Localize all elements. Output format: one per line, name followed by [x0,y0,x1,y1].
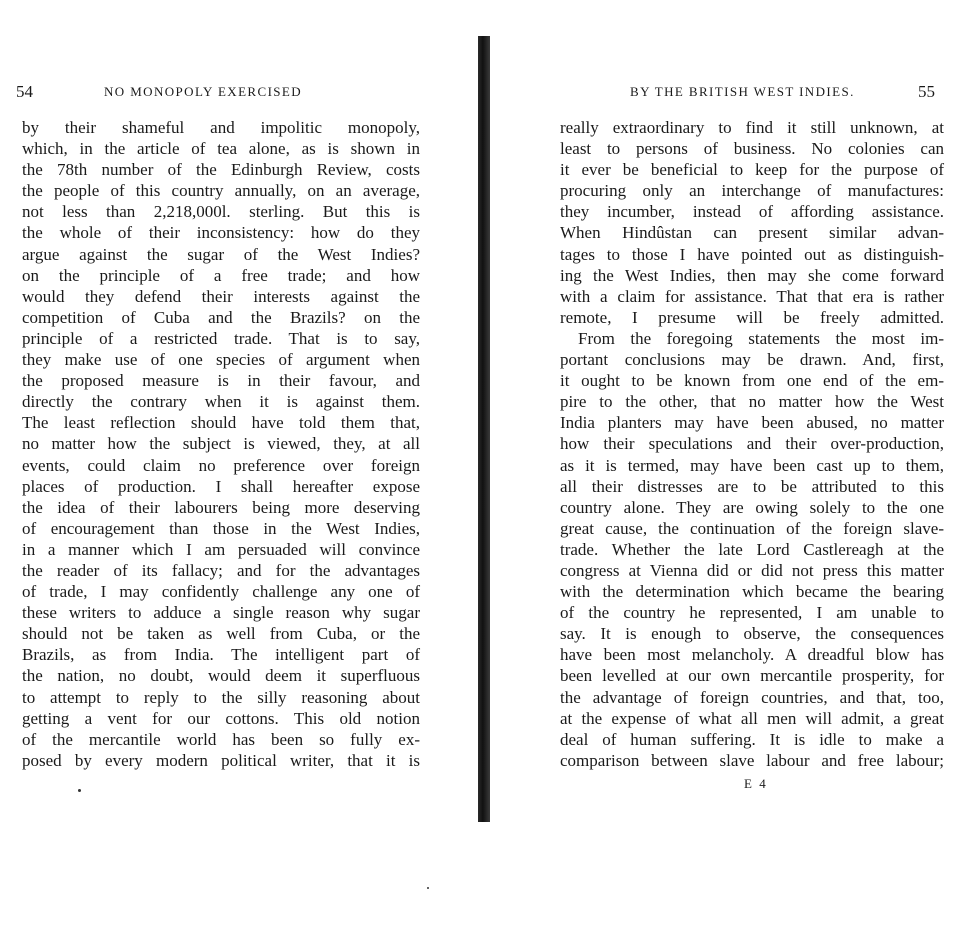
text-line: the idea of their labourers being more deserving [22,497,420,517]
text-line: places of production. I shall hereafter expose [22,476,420,496]
text-line: remote, I presume will be freely admitted. [560,307,944,327]
text-line: the 78th number of the Edinburgh Review, costs [22,160,420,180]
text-line: as it is termed, may have been cast up to them, [560,455,944,475]
text-line: not less than 2,218,000l. sterling. But this is [22,202,420,222]
text-line: India planters may have been abused, no matter [560,413,944,433]
text-line: would they defend their interests against the [22,286,420,306]
text-line: deal of human suffering. It is idle to make a [560,729,944,749]
text-line: of trade, I may confidently challenge any one of [22,582,420,602]
text-line: From the foregoing statements the most im- [578,328,944,348]
text-line: been levelled at our own mercantile prosperity, for [560,666,944,686]
text-line: of the mercantile world has been so fully ex- [22,729,420,749]
text-line: of encouragement than those in the West Indies, [22,518,420,538]
text-line: pire to the other, that no matter how the West [560,392,944,412]
text-line: to attempt to reply to the silly reasoning about [22,687,420,707]
book-gutter [478,36,490,822]
text-line: how their speculations and their over-production, [560,434,944,454]
text-line: the whole of their inconsistency: how do they [22,223,420,243]
text-line: procuring only an interchange of manufactures: [560,181,944,201]
ink-speck [78,789,81,792]
left-running-head: NO MONOPOLY EXERCISED [104,84,303,99]
text-line: have been most melancholy. A dreadful blow has [560,645,944,665]
text-line: no matter how the subject is viewed, they, at all [22,434,420,454]
signature-mark: E 4 [744,776,768,791]
text-line: all their distresses are to be attributed to this [560,476,944,496]
text-line: directly the contrary when it is against them. [22,392,420,412]
left-page-number: 54 [16,82,33,101]
text-line: least to persons of business. No colonies can [560,139,944,159]
text-line: the people of this country annually, on an average, [22,181,420,201]
text-line: principle of a restricted trade. That is to say, [22,328,420,348]
text-line: Brazils, as from India. The intelligent part of [22,645,420,665]
left-body-text [22,117,420,771]
text-line: of the country he represented, I am unable to [560,603,944,623]
text-line: posed by every modern political writer, that it is [22,750,420,770]
text-line: getting a vent for our cottons. This old notion [22,708,420,728]
text-line: great cause, the continuation of the foreign slave- [560,518,944,538]
text-line: really extraordinary to find it still unknown, at [560,118,944,137]
ink-speck [427,887,429,889]
right-page [490,0,980,927]
text-line: which, in the article of tea alone, as is shown in [22,139,420,159]
text-line: by their shameful and impolitic monopoly, [22,118,420,137]
text-line: events, could claim no preference over foreign [22,455,420,475]
right-running-head: BY THE BRITISH WEST INDIES. [630,84,855,99]
text-line: tages to those I have pointed out as distinguish- [560,244,944,264]
text-line: ing the West Indies, then may she come forward [560,265,944,285]
text-line: the nation, no doubt, would deem it superfluous [22,666,420,686]
text-line: competition of Cuba and the Brazils? on the [22,307,420,327]
text-line: say. It is enough to observe, the consequences [560,624,944,644]
text-line: should not be taken as well from Cuba, or the [22,624,420,644]
text-line: trade. Whether the late Lord Castlereagh at the [560,539,944,559]
text-line: they incumber, instead of affording assistance. [560,202,944,222]
text-line: portant conclusions may be drawn. And, first, [560,350,944,370]
text-line: with a claim for assistance. That that era is rather [560,286,944,306]
text-line: at the expense of what all men will admit, a great [560,708,944,728]
text-line: country alone. They are owing solely to the one [560,497,944,517]
text-line: it ought to be known from one end of the em- [560,371,944,391]
right-page-number: 55 [918,82,935,101]
text-line: in a manner which I am persuaded will convince [22,539,420,559]
text-line: these writers to adduce a single reason why sugar [22,603,420,623]
right-body-text [560,117,944,771]
text-line: the reader of its fallacy; and for the advantages [22,560,420,580]
text-line: it ever be beneficial to keep for the purpose of [560,160,944,180]
text-line: the proposed measure is in their favour, and [22,371,420,391]
text-line: the advantage of foreign countries, and that, too, [560,687,944,707]
text-line: The least reflection should have told them that, [22,413,420,433]
text-line: When Hindûstan can present similar advan- [560,223,944,243]
text-line: they make use of one species of argument when [22,350,420,370]
text-line: congress at Vienna did or did not press this matter [560,560,944,580]
left-page [0,0,476,927]
text-line: argue against the sugar of the West Indies? [22,244,420,264]
text-line: comparison between slave labour and free labour; [560,750,944,770]
text-line: with the determination which became the bearing [560,582,944,602]
text-line: on the principle of a free trade; and how [22,265,420,285]
